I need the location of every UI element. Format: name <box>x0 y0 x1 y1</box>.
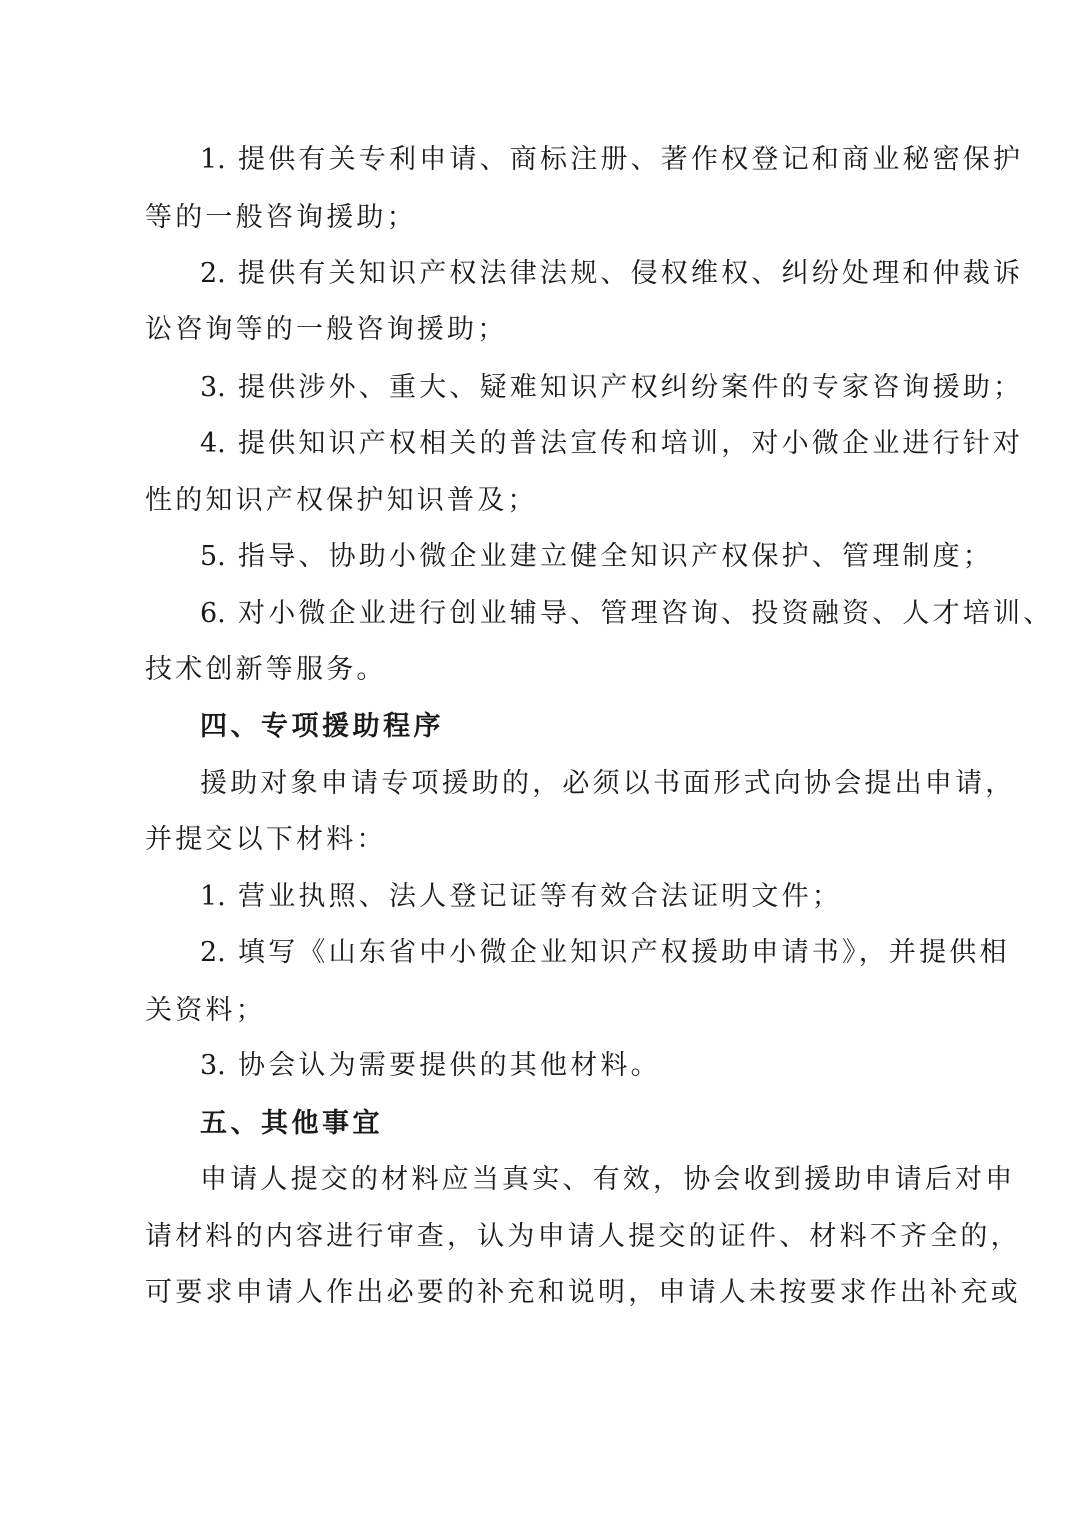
list-item-number: 3. <box>200 372 226 403</box>
list-item-5 <box>200 537 993 577</box>
list-item-text: 提供有关专利申请、商标注册、著作权登记和商业秘密保护 <box>238 144 1024 175</box>
list-item-text: 指导、协助小微企业建立健全知识产权保护、管理制度； <box>238 541 993 572</box>
material-item-3 <box>200 1046 661 1086</box>
list-item-number: 4. <box>200 428 226 459</box>
section-5-paragraph-line-2: 请材料的内容进行审查，认为申请人提交的证件、材料不齐全的， <box>145 1221 1021 1252</box>
list-item-6-continuation: 技术创新等服务。 <box>145 654 387 685</box>
list-item-number: 2. <box>200 937 226 968</box>
list-item-6 <box>200 594 1053 634</box>
list-item-number: 2. <box>200 258 226 289</box>
material-item-2 <box>200 933 1010 973</box>
list-item-text: 提供有关知识产权法律法规、侵权维权、纠纷处理和仲裁诉 <box>238 258 1024 289</box>
section-5-paragraph-line-1: 申请人提交的材料应当真实、有效，协会收到援助申请后对申 <box>200 1164 1016 1195</box>
material-item-1 <box>200 877 842 917</box>
material-item-2-continuation: 关资料； <box>145 995 266 1026</box>
list-item-1 <box>200 140 1023 180</box>
list-item-text: 协会认为需要提供的其他材料。 <box>238 1050 661 1081</box>
list-item-number: 6. <box>200 598 226 629</box>
list-item-number: 3. <box>200 1050 226 1081</box>
list-item-text: 填写《山东省中小微企业知识产权援助申请书》，并提供相 <box>238 937 1010 968</box>
list-item-1-continuation: 等的一般咨询援助； <box>145 202 417 233</box>
section-heading-4: 四、专项援助程序 <box>200 711 444 742</box>
section-4-intro: 援助对象申请专项援助的，必须以书面形式向协会提出申请， <box>200 768 1016 799</box>
list-item-text: 营业执照、法人登记证等有效合法证明文件； <box>238 881 842 912</box>
list-item-2-continuation: 讼咨询等的一般咨询援助； <box>145 314 508 345</box>
list-item-4 <box>200 424 1023 464</box>
list-item-text: 对小微企业进行创业辅导、管理咨询、投资融资、人才培训、 <box>238 598 1054 629</box>
list-item-text: 提供涉外、重大、疑难知识产权纠纷案件的专家咨询援助； <box>238 372 1024 403</box>
list-item-number: 1. <box>200 144 226 175</box>
section-4-intro-continuation: 并提交以下材料： <box>145 824 387 855</box>
list-item-number: 1. <box>200 881 226 912</box>
list-item-2 <box>200 254 1023 294</box>
list-item-4-continuation: 性的知识产权保护知识普及； <box>145 485 538 516</box>
list-item-text: 提供知识产权相关的普法宣传和培训，对小微企业进行针对 <box>238 428 1024 459</box>
section-5-paragraph-line-3: 可要求申请人作出必要的补充和说明，申请人未按要求作出补充或 <box>145 1277 1021 1308</box>
section-heading-5: 五、其他事宜 <box>200 1108 383 1139</box>
list-item-number: 5. <box>200 541 226 572</box>
list-item-3 <box>200 368 1023 408</box>
